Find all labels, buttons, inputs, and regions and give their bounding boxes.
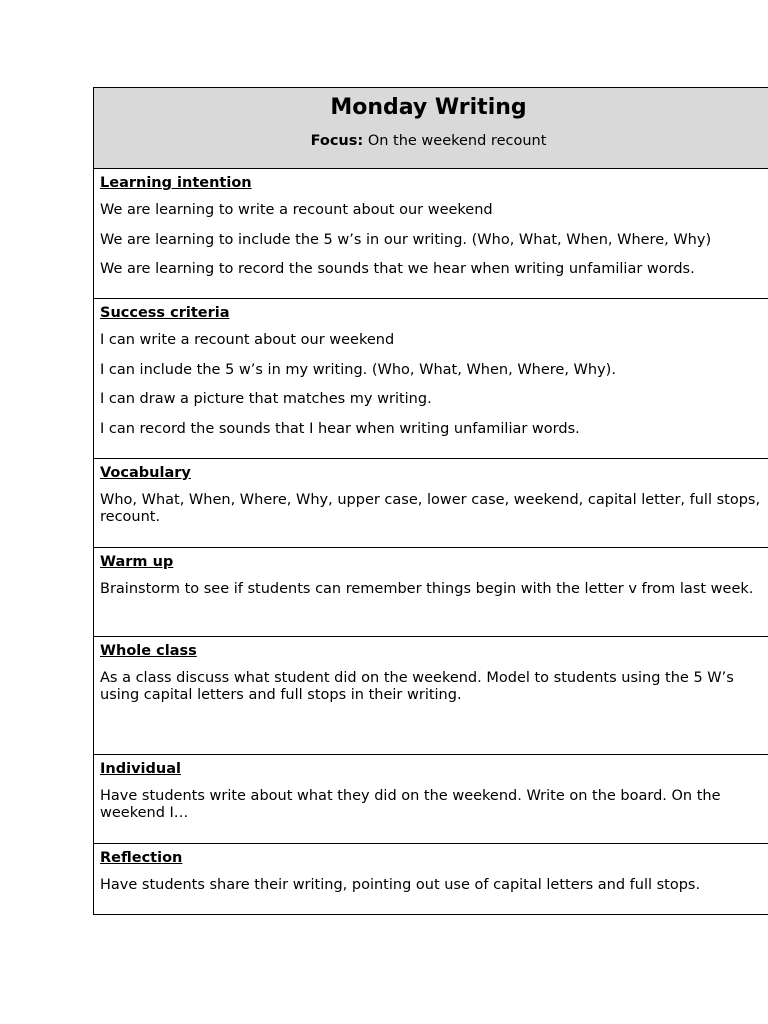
focus-text: On the weekend recount <box>367 133 547 149</box>
section-heading: Vocabulary <box>100 465 191 481</box>
section-line: We are learning to include the 5 w’s in our writing. (Who, What, When, Where, Why) <box>100 231 712 248</box>
section-text-line: using capital letters and full stops in their writing. <box>100 687 462 703</box>
section-vocabulary <box>94 459 768 548</box>
section-text: Who, What, When, Where, Why, upper case, lower case, weekend, capital letter, full stops, recount. <box>100 492 761 525</box>
focus-label: Focus: <box>310 133 364 149</box>
section-heading: Success criteria <box>100 305 230 321</box>
section-success-criteria <box>94 299 768 459</box>
section-heading: Learning intention <box>100 175 252 191</box>
lesson-plan-table <box>93 87 768 915</box>
section-heading: Warm up <box>100 554 174 570</box>
section-line: We are learning to write a recount about our weekend <box>100 202 493 218</box>
section-reflection <box>94 844 768 914</box>
section-heading: Whole class <box>100 643 197 659</box>
header-cell <box>94 88 768 169</box>
section-text-line: As a class discuss what student did on the weekend. Model to students using the 5 W’s <box>100 670 734 686</box>
section-text: Have students write about what they did on the weekend. Write on the board. On the weekend I… <box>100 788 721 821</box>
focus-line <box>94 132 763 150</box>
section-line: I can draw a picture that matches my writing. <box>100 391 432 407</box>
section-text: Brainstorm to see if students can remember things begin with the letter v from last week. <box>100 581 754 597</box>
section-individual <box>94 755 768 844</box>
section-learning-intention <box>94 169 768 299</box>
section-heading: Individual <box>100 761 181 777</box>
section-line: We are learning to record the sounds that we hear when writing unfamiliar words. <box>100 261 695 277</box>
section-heading: Reflection <box>100 850 183 866</box>
section-warm-up <box>94 548 768 637</box>
section-line: I can include the 5 w’s in my writing. (Who, What, When, Where, Why). <box>100 361 616 378</box>
section-line: I can write a recount about our weekend <box>100 332 395 348</box>
section-text: Have students share their writing, pointing out use of capital letters and full stops. <box>100 877 701 893</box>
section-line: I can record the sounds that I hear when writing unfamiliar words. <box>100 420 580 437</box>
section-whole-class <box>94 637 768 755</box>
page-title: Monday Writing <box>330 95 527 120</box>
